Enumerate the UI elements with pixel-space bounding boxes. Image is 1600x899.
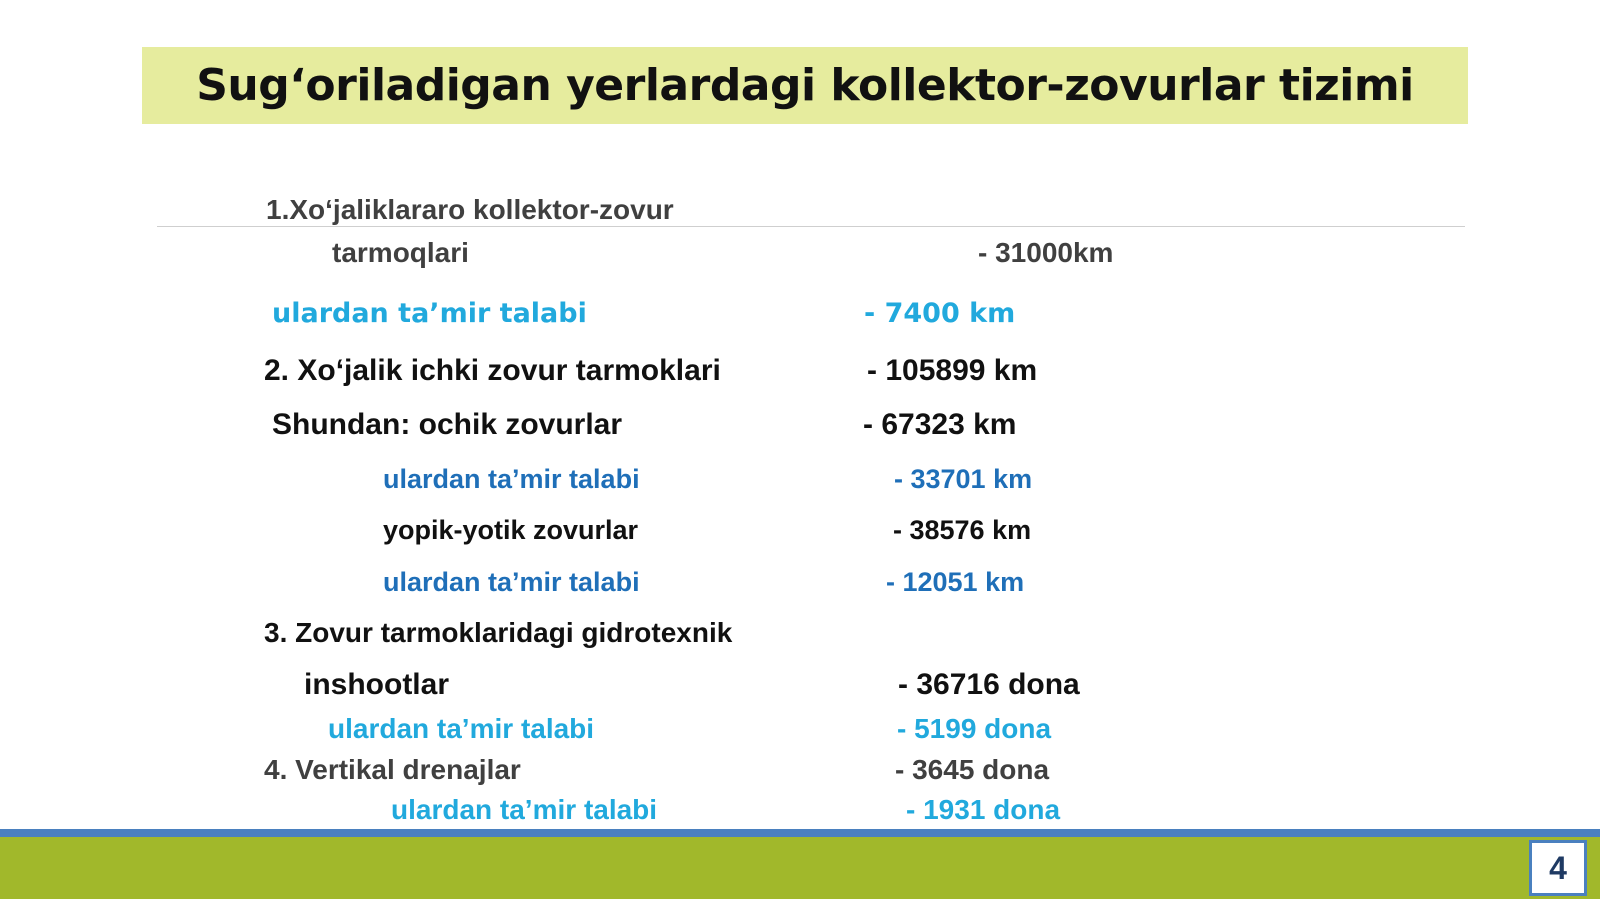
open-repair-label: ulardan ta’mir talabi <box>383 464 640 494</box>
item1-label: 1.Xo‘jaliklararo kollektor-zovur <box>266 194 674 225</box>
closed-drains-label: yopik-yotik zovurlar <box>383 515 639 545</box>
item4-value: - 3645 dona <box>895 754 1050 785</box>
item1-value: - 31000km <box>978 237 1114 268</box>
item2-label: 2. Xo‘jalik ichki zovur tarmoklari <box>264 354 721 387</box>
item3-repair-label: ulardan ta’mir talabi <box>328 713 595 744</box>
item4-repair-label: ulardan ta’mir talabi <box>391 794 658 825</box>
item2-value: - 105899 km <box>867 354 1038 387</box>
item1-repair-label: ulardan ta’mir talabi <box>272 298 587 329</box>
item3-value: - 36716 dona <box>898 668 1080 701</box>
closed-repair-value: - 12051 km <box>886 567 1025 597</box>
item4-label: 4. Vertikal drenajlar <box>264 754 521 785</box>
item3-label-cont: inshootlar <box>304 668 450 701</box>
page-number: 4 <box>1529 840 1587 896</box>
item1-label-cont: tarmoqlari <box>332 237 469 268</box>
closed-repair-label: ulardan ta’mir talabi <box>383 567 640 597</box>
open-drains-label: Shundan: ochik zovurlar <box>272 408 623 441</box>
item4-repair-value: - 1931 dona <box>906 794 1061 825</box>
open-repair-value: - 33701 km <box>894 464 1033 494</box>
item3-repair-value: - 5199 dona <box>897 713 1052 744</box>
divider-line <box>157 226 1465 227</box>
closed-drains-value: - 38576 km <box>893 515 1032 545</box>
item3-label: 3. Zovur tarmoklaridagi gidrotexnik <box>264 617 733 648</box>
footer-accent-line <box>0 829 1600 837</box>
open-drains-value: - 67323 km <box>863 408 1017 441</box>
slide-title: Sug‘oriladigan yerlardagi kollektor-zovurlar tizimi <box>196 60 1414 111</box>
item1-repair-value: - 7400 km <box>864 298 1016 329</box>
footer-band <box>0 837 1600 899</box>
